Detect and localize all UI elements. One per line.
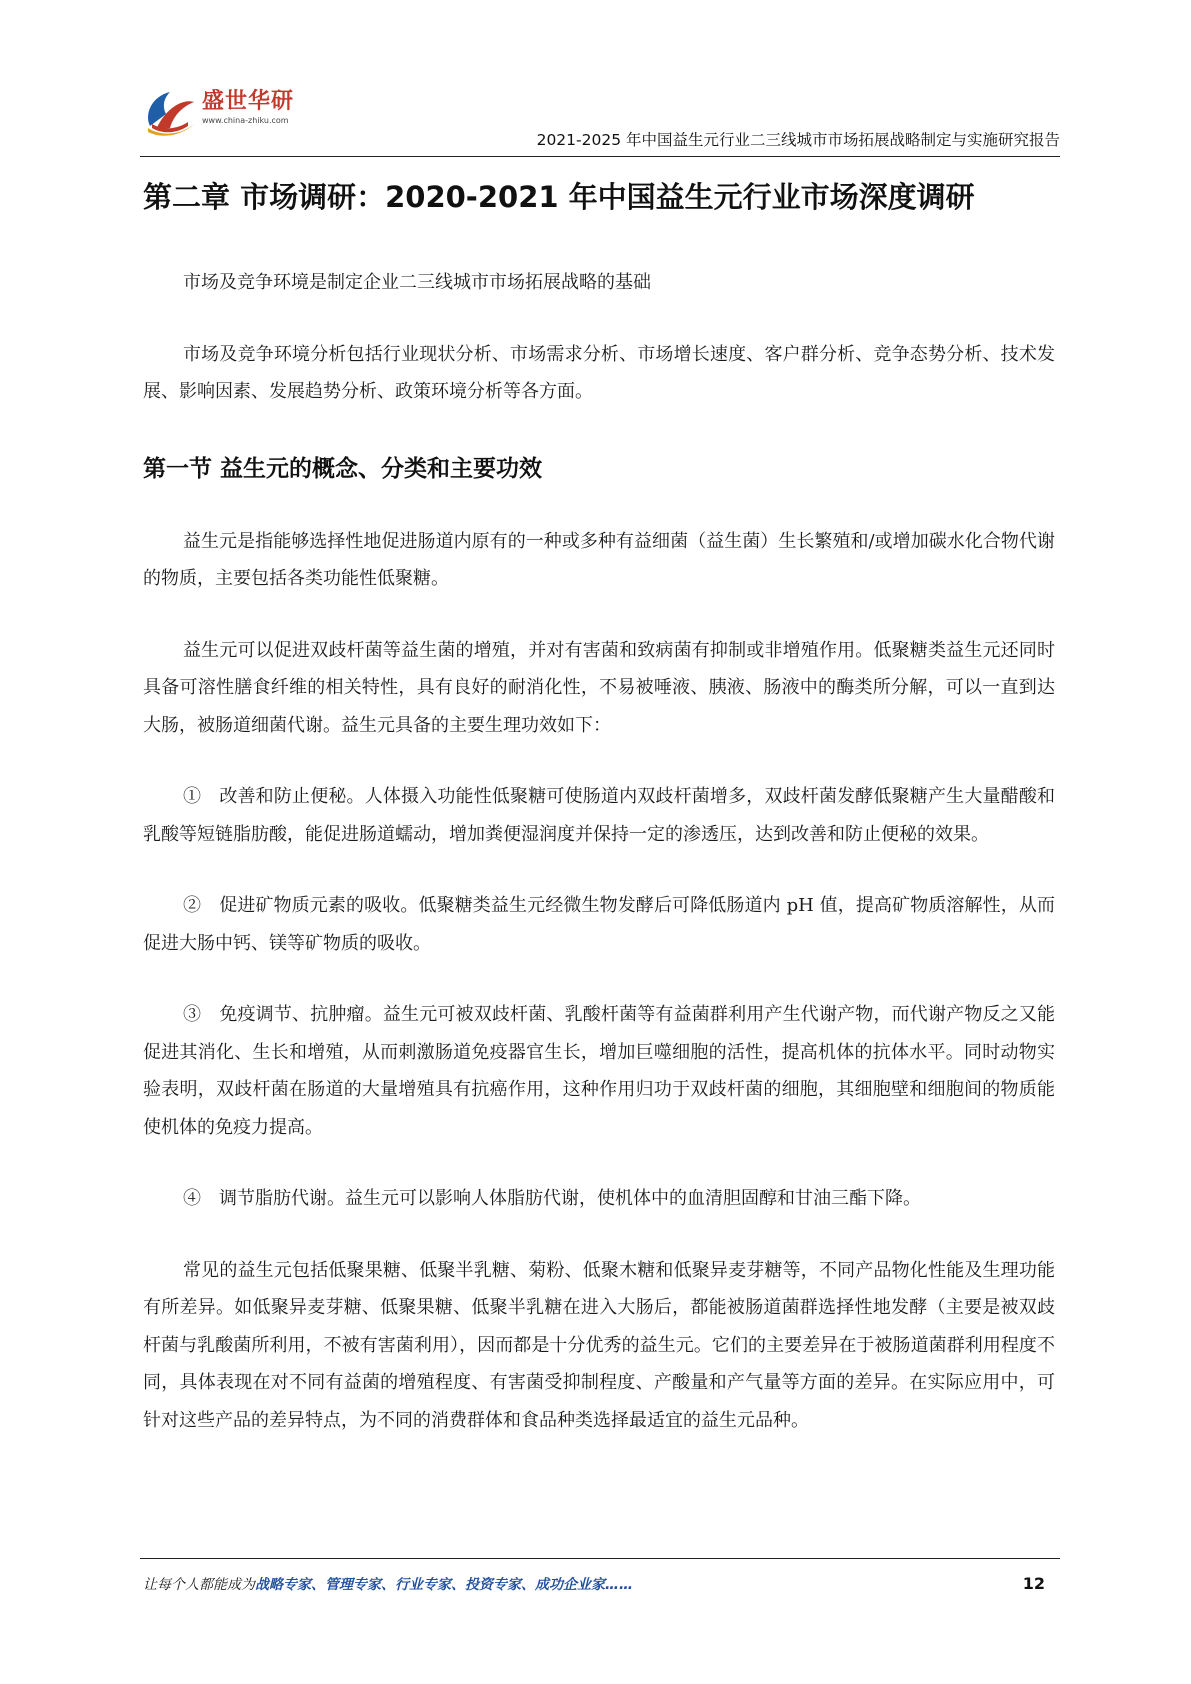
paragraph: 益生元是指能够选择性地促进肠道内原有的一种或多种有益细菌（益生菌）生长繁殖和/或增加碳水化合物代谢的物质，主要包括各类功能性低聚糖。 [143,530,1055,589]
page-header [140,78,1060,158]
page-number: 12 [1022,1574,1045,1593]
paragraph: 益生元可以促进双歧杆菌等益生菌的增殖，并对有害菌和致病菌有抑制或非增殖作用。低聚糖类益生元还同时具备可溶性膳食纤维的相关特性，具有良好的耐消化性，不易被唾液、胰液、肠液中的酶类所分解，可以一直到达大肠，被肠道细菌代谢。益生元具备的主要生理功效如下： [143,639,1055,736]
page-footer [143,1574,1055,1600]
footer-slogan-prefix: 让每个人都能成为 [143,1577,255,1593]
section-title: 第一节 益生元的概念、分类和主要功效 [143,455,543,482]
paragraph: ③ 免疫调节、抗肿瘤。益生元可被双歧杆菌、乳酸杆菌等有益菌群利用产生代谢产物，而代谢产物反之又能促进其消化、生长和增殖，从而刺激肠道免疫器官生长，增加巨噬细胞的活性，提高机体的抗体水平。同时动物实验表明，双歧杆菌在肠道的大量增殖具有抗癌作用，这种作用归功于双歧杆菌的细胞，其细胞壁和细胞间的物质能使机体的免疫力提高。 [143,1004,1055,1138]
logo-url: www.china-zhiku.com [202,116,289,125]
chapter-title: 第二章 市场调研：2020-2021 年中国益生元行业市场深度调研 [143,180,975,214]
paragraph: ② 促进矿物质元素的吸收。低聚糖类益生元经微生物发酵后可降低肠道内 pH 值，提高矿物质溶解性，从而促进大肠中钙、镁等矿物质的吸收。 [143,895,1055,954]
footer-divider [140,1558,1060,1559]
paragraph: 常见的益生元包括低聚果糖、低聚半乳糖、菊粉、低聚木糖和低聚异麦芽糖等，不同产品物化性能及生理功能有所差异。如低聚异麦芽糖、低聚果糖、低聚半乳糖在进入大肠后，都能被肠道菌群选择性地发酵（主要是被双歧杆菌与乳酸菌所利用，不被有害菌利用），因而都是十分优秀的益生元。它们的主要差异在于被肠道菌群利用程度不同，具体表现在对不同有益菌的增殖程度、有害菌受抑制程度、产酸量和产气量等方面的差异。在实际应用中，可针对这些产品的差异特点，为不同的消费群体和食品种类选择最适宜的益生元品种。 [143,1259,1055,1431]
header-divider [140,156,1060,157]
logo-emblem-icon [140,84,198,142]
page-content [143,170,1055,1439]
paragraph: 市场及竞争环境分析包括行业现状分析、市场需求分析、市场增长速度、客户群分析、竞争态势分析、技术发展、影响因素、发展趋势分析、政策环境分析等各方面。 [143,343,1055,402]
logo-name: 盛世华研 [202,89,295,114]
report-title: 2021-2025 年中国益生元行业二三线城市市场拓展战略制定与实施研究报告 [536,131,1060,149]
paragraph: 市场及竞争环境是制定企业二三线城市市场拓展战略的基础 [183,272,651,293]
footer-slogan-highlight: 战略专家、管理专家、行业专家、投资专家、成功企业家…… [255,1577,633,1593]
company-logo [140,84,310,144]
paragraph: ④ 调节脂肪代谢。益生元可以影响人体脂肪代谢，使机体中的血清胆固醇和甘油三酯下降。 [183,1188,921,1209]
paragraph: ① 改善和防止便秘。人体摄入功能性低聚糖可使肠道内双歧杆菌增多，双歧杆菌发酵低聚糖产生大量醋酸和乳酸等短链脂肪酸，能促进肠道蠕动，增加粪便湿润度并保持一定的渗透压，达到改善和防止便秘的效果。 [143,786,1055,845]
